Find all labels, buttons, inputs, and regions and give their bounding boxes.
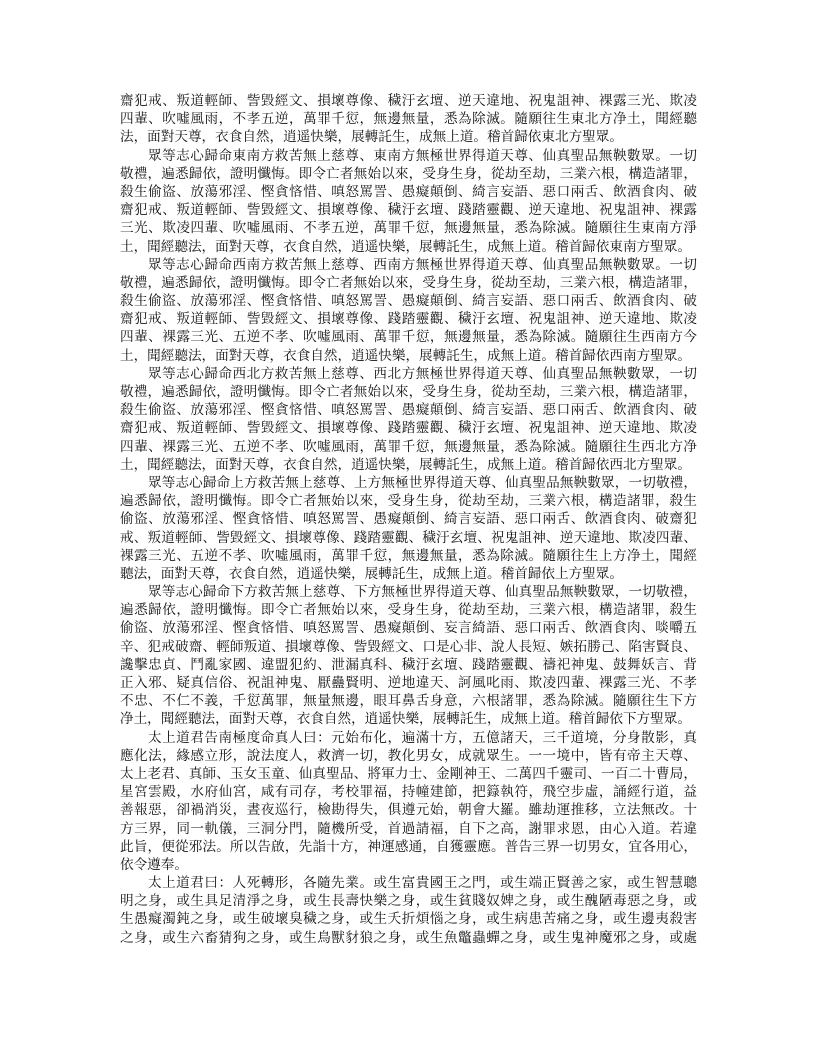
text-line: 明之身，或生具足清淨之身，或生長壽快樂之身，或生貧賤奴婢之身，或生醜陋毒惡之身，或	[120, 893, 697, 910]
text-line: 土，聞經聽法，面對天尊，衣食自然，逍遥快樂，展轉託生，成無上道。稽首歸依西南方聖眾。	[120, 347, 691, 364]
paragraph	[120, 147, 697, 256]
text-line: 裸露三光、五逆不孝、吹噓風雨，萬罪千愆，無邊無量，悉為除滅。隨願往生上方净土，聞經	[120, 547, 697, 564]
text-line: 星宮雲殿，水府仙宮，咸有司存，考校罪福，持幢建節，把籙執符，飛空步虛，誦經行道，益	[120, 784, 697, 801]
text-line: 戒、叛道輕師、訾毀經文、損壞尊像、踐踏靈觀、穢汙玄壇、祝鬼詛神、逆天違地、欺凌四輩、	[120, 529, 697, 546]
text-line: 敬禮，遍悉歸依，證明懺悔。即令亡者無始以來，受身生身，從劫至劫，三業六根，構造諸罪，	[120, 274, 697, 291]
paragraph	[120, 365, 697, 474]
text-line: 齋犯戒、叛道輕師、訾毀經文、損壞尊像、踐踏靈觀、穢汙玄壇、祝鬼詛神、逆天違地、欺凌	[120, 311, 697, 328]
text-line: 辛、犯戒破齋、輕師叛道、損壞尊像、訾毀經文、口是心非、說人長短、嫉拓勝己、陷害賢良、	[120, 638, 697, 655]
text-line: 土，聞經聽法，面對天尊，衣食自然，逍遥快樂，展轉託生，成無上道。稽首歸依東南方聖眾。	[120, 238, 691, 255]
text-line: 敬禮，遍悉歸依，證明懺悔。即令亡者無始以來，受身生身，從劫至劫，三業六根，構造諸罪，	[120, 384, 697, 400]
text-line: 依令遵奉。	[120, 856, 188, 873]
paragraph	[120, 474, 697, 583]
text-line: 太上道君告南極度命真人曰：元始布化，遍滿十方，五億諸天，三千道境，分身散影，真	[148, 729, 697, 746]
text-line: 遍悉歸依，證明懺悔。即令亡者無始以來，受身生身，從劫至劫，三業六根，構造諸罪，殺生	[120, 493, 697, 510]
text-line: 讒擊忠貞、鬥亂家國、違盟犯約、泄漏真科、穢汙玄壇、踐踏靈觀、禱祀神鬼、鼓舞妖言、背	[120, 656, 697, 673]
text-line: 偷盜、放蕩邪淫、慳貪悋惜、嗔怒罵詈、愚癡顛倒、綺言妄語、惡口兩舌、飲酒食肉、破齋犯	[120, 511, 697, 528]
text-line: 齋犯戒、叛道輕師、訾毀經文、損壞尊像、穢汙玄壇、踐踏靈觀、逆天違地、祝鬼詛神、裸露	[120, 202, 697, 219]
text-line: 三光、欺凌四輩、吹噓風雨、不孝五逆，萬罪千愆，無邊無量，悉為除滅。隨願往生東南方淨	[120, 220, 697, 237]
text-line: 偷盜、放蕩邪淫、慳貪悋惜、嗔怒罵詈、愚癡顛倒、妄言綺語、惡口兩舌、飲酒食肉、啖嚼五	[120, 620, 697, 637]
text-line: 四輩、裸露三光、五逆不孝、吹噓風雨、萬罪千愆，無邊無量，悉為除滅。隨願往生西南方今	[120, 329, 697, 346]
paragraph	[120, 874, 697, 947]
text-line: 四輩、裸露三光、五逆不孝、吹噓風雨，萬罪千愆，無邊無量，悉為除滅。隨願往生西北方净	[120, 438, 697, 455]
text-line: 正入邪、疑真信俗、祝詛神鬼、厭蠱賢明、逆地違天、訶風叱雨、欺凌四輩、裸露三光、不孝	[120, 675, 697, 691]
text-line: 善報惡，卻禍消災，晝夜巡行，檢勘得失，俱遵元始，朝會大羅。雖劫運推移，立法無改。十	[120, 802, 697, 819]
text-line: 眾等志心歸命上方救苦無上慈尊、上方無極世界得道天尊、仙真聖品無鞅數眾，一切敬禮，	[148, 474, 697, 491]
text-line: 净土，聞經聽法，面對天尊，衣食自然，逍遥快樂，展轉託生，成無上道。稽首歸依下方聖眾。	[120, 711, 691, 728]
text-line: 殺生偷盜、放蕩邪淫、慳貪悋惜、嗔怒罵詈、愚癡顛倒、綺言妄語、惡口兩舌、飲酒食肉、破	[120, 183, 697, 200]
paragraph	[120, 729, 697, 875]
paragraph	[120, 583, 697, 729]
text-line: 殺生偷盜、放蕩邪淫、慳貪悋惜、嗔怒罵詈、愚癡顛倒、綺言妄語、惡口兩舌、飲酒食肉、破	[120, 293, 697, 310]
paragraph	[120, 256, 697, 365]
text-line: 太上老君、真師、玉女玉童、仙真聖品、將軍力士、金剛神王、二萬四千靈司、一百二十曹局，	[120, 765, 697, 782]
text-line: 殺生偷盜、放蕩邪淫、慳貪悋惜、嗔怒罵詈、愚癡顛倒、綺言妄語、惡口兩舌、飲酒食肉、破	[120, 402, 697, 419]
text-line: 聽法，面對天尊，衣食自然，逍遥快樂，展轉託生，成無上道。稽首歸依上方聖眾。	[120, 565, 623, 582]
text-line: 生愚癡濁鈍之身，或生破壞臭穢之身，或生夭折煩惱之身，或生病患苦痛之身，或生邊夷殺害	[120, 911, 697, 928]
paragraph	[120, 92, 697, 147]
text-line: 敬禮，遍悉歸依，證明懺悔。即令亡者無始以來，受身生身，從劫至劫，三業六根，構造諸罪，	[120, 165, 697, 182]
text-line: 齋犯戒、叛道輕師、訾毀經文、損壞尊像、踐踏靈觀、穢汙玄壇、祝鬼詛神、逆天違地、欺凌	[120, 420, 697, 437]
text-line: 法，面對天尊，衣食自然，逍遥快樂，展轉託生，成無上道。稽首歸依東北方聖眾。	[120, 129, 623, 146]
text-line: 眾等志心歸命下方救苦無上慈尊、下方無極世界得道天尊、仙真聖品無鞅數眾，一切敬禮，	[148, 584, 697, 601]
text-line: 齋犯戒、叛道輕師、訾毀經文、損壞尊像、穢汙玄壇、逆天違地、祝鬼詛神、裸露三光、欺凌	[120, 93, 697, 109]
text-line: 眾等志心歸命東南方救苦無上慈尊、東南方無極世界得道天尊、仙真聖品無鞅數眾。一切	[148, 147, 697, 164]
text-line: 眾等志心歸命西南方救苦無上慈尊、西南方無極世界得道天尊、仙真聖品無鞅數眾。一切	[148, 256, 697, 273]
text-line: 四輩、吹噓風雨，不孝五逆，萬罪千愆，無邊無量，悉為除滅。隨願往生東北方净土，聞經聽	[120, 111, 697, 128]
text-line: 眾等志心歸命西北方救苦無上慈尊、西北方無極世界得道天尊、仙真聖品無鞅數眾，一切	[148, 365, 697, 382]
text-line: 不忠、不仁不義，千愆萬罪，無量無邊，眼耳鼻舌身意，六根諸罪，悉為除滅。隨願往生下方	[120, 693, 697, 710]
text-line: 太上道君曰：人死轉形，各隨先業。或生富貴國王之門，或生端正賢善之家，或生智慧聰	[148, 875, 697, 892]
text-line: 之身，或生六畜猜狗之身，或生鳥獸豺狼之身，或生魚鼈蟲蟬之身，或生鬼神魔邪之身，或處	[120, 929, 697, 946]
document-page	[120, 92, 697, 947]
text-line: 應化法，緣感立形，說法度人，救濟一切，教化男女，成就眾生。一一境中，皆有帝主天尊、	[120, 747, 697, 764]
text-line: 土，聞經聽法，面對天尊，衣食自然，逍遥快樂，展轉託生，成無上道。稽首歸依西北方聖眾。	[120, 456, 691, 473]
text-line: 此旨，便從邪法。所以告啟，先詣十方，神運感通，自獲靈應。普告三界一切男女，宜各用心，	[120, 838, 697, 855]
text-line: 方三界，同一軌儀，三洞分門，隨機所受，首過請福，自下之高，謝罪求恩，由心入道。若違	[120, 820, 697, 837]
text-line: 遍悉歸依，證明懺悔。即令亡者無始以來，受身生身，從劫至劫，三業六根，構造諸罪，殺生	[120, 602, 697, 619]
